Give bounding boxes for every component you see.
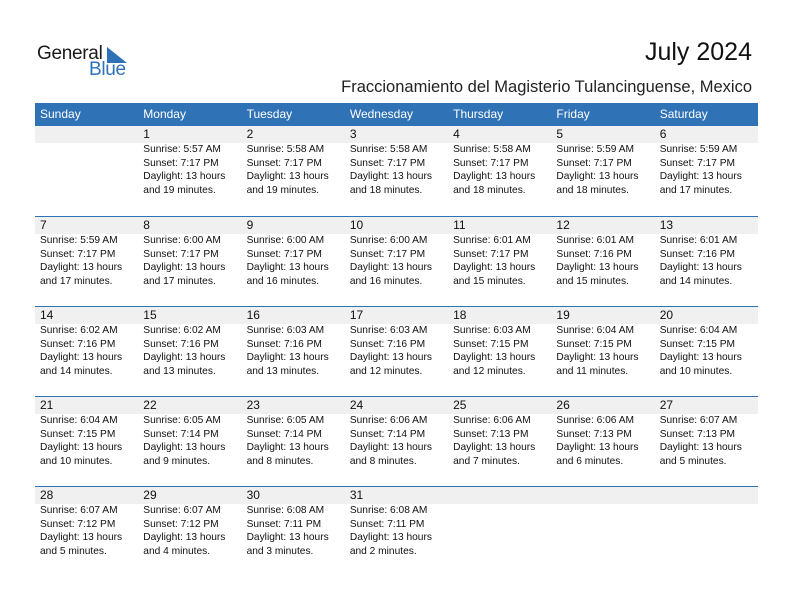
daylight-minutes-text: and 3 minutes. (246, 545, 314, 557)
sunrise-text: Sunrise: 6:03 AM (453, 325, 531, 336)
sunrise-text: Sunrise: 5:58 AM (349, 144, 428, 155)
sunrise-text: Sunrise: 6:00 AM (246, 235, 325, 246)
sunset-text: Sunset: 7:17 PM (453, 248, 529, 260)
day-cell (242, 126, 345, 197)
sunrise-text: Sunrise: 6:01 AM (556, 235, 634, 246)
day-cell (551, 126, 654, 197)
empty-day-cell (655, 487, 758, 558)
day-cell (242, 397, 345, 468)
sunset-text: Sunset: 7:17 PM (246, 157, 322, 169)
sunrise-text: Sunrise: 6:05 AM (143, 415, 221, 426)
day-number: 30 (246, 488, 260, 502)
day-number: 11 (453, 218, 466, 232)
daylight-minutes-text: and 18 minutes. (453, 184, 526, 196)
daylight-minutes-text: and 4 minutes. (143, 545, 211, 557)
daylight-minutes-text: and 18 minutes. (556, 184, 629, 196)
day-cell (345, 126, 448, 197)
sunrise-text: Sunrise: 6:02 AM (40, 325, 118, 336)
day-number: 8 (143, 218, 150, 232)
daylight-text: Daylight: 13 hours (40, 352, 123, 363)
day-cell (345, 307, 448, 378)
day-cell (138, 487, 241, 558)
sunrise-text: Sunrise: 6:08 AM (349, 505, 428, 516)
day-cell (551, 307, 654, 378)
sunset-text: Sunset: 7:15 PM (453, 338, 529, 350)
daylight-text: Daylight: 13 hours (143, 352, 226, 363)
daylight-text: Daylight: 13 hours (246, 442, 329, 453)
daylight-text: Daylight: 13 hours (246, 532, 329, 543)
sunset-text: Sunset: 7:16 PM (40, 338, 116, 350)
daylight-minutes-text: and 8 minutes. (349, 455, 417, 467)
calendar (35, 103, 758, 576)
day-number: 17 (349, 308, 364, 322)
page-title: July 2024 (644, 38, 752, 66)
day-cell (138, 126, 241, 197)
daylight-minutes-text: and 10 minutes. (659, 365, 733, 377)
daylight-minutes-text: and 19 minutes. (143, 184, 216, 196)
daylight-minutes-text: and 13 minutes. (143, 365, 216, 377)
sunset-text: Sunset: 7:15 PM (556, 338, 632, 350)
sunset-text: Sunset: 7:14 PM (246, 428, 322, 440)
calendar-weeks (35, 126, 758, 576)
daylight-minutes-text: and 14 minutes. (659, 275, 733, 287)
empty-day-cell (448, 487, 551, 558)
sunset-text: Sunset: 7:13 PM (453, 428, 529, 440)
weekday-tuesday: Tuesday (246, 107, 293, 121)
day-cell (242, 307, 345, 378)
daylight-minutes-text: and 6 minutes. (556, 455, 624, 467)
sunrise-text: Sunrise: 6:07 AM (143, 505, 221, 516)
daylight-text: Daylight: 13 hours (143, 262, 226, 273)
sunset-text: Sunset: 7:17 PM (143, 157, 219, 169)
sunrise-text: Sunrise: 6:04 AM (40, 415, 118, 426)
day-number: 18 (453, 308, 467, 322)
daylight-text: Daylight: 13 hours (453, 262, 536, 273)
sunset-text: Sunset: 7:11 PM (349, 518, 425, 530)
day-number: 21 (40, 398, 54, 412)
day-number: 12 (556, 218, 570, 232)
sunrise-text: Sunrise: 6:08 AM (246, 505, 325, 516)
logo-blue-text: Blue (89, 59, 126, 80)
day-cell (655, 126, 758, 197)
day-number: 1 (143, 127, 150, 141)
sunrise-text: Sunrise: 6:01 AM (659, 235, 738, 246)
day-number: 5 (556, 127, 564, 141)
sunrise-text: Sunrise: 6:03 AM (246, 325, 325, 336)
day-number: 16 (246, 308, 260, 322)
week-row (35, 306, 758, 396)
daylight-minutes-text: and 19 minutes. (246, 184, 320, 196)
sunrise-text: Sunrise: 5:57 AM (143, 144, 221, 155)
daylight-text: Daylight: 13 hours (659, 171, 742, 182)
sunset-text: Sunset: 7:17 PM (349, 157, 426, 169)
week-row (35, 486, 758, 576)
day-number: 10 (349, 218, 364, 232)
weekday-header (35, 103, 758, 126)
day-cell (551, 217, 654, 288)
week-row (35, 126, 758, 216)
day-number: 29 (143, 488, 157, 502)
day-cell (138, 397, 241, 468)
day-number: 2 (246, 127, 254, 141)
daylight-text: Daylight: 13 hours (556, 442, 639, 453)
day-cell (448, 126, 551, 197)
day-cell (138, 307, 241, 378)
sunrise-text: Sunrise: 5:58 AM (453, 144, 531, 155)
sunrise-text: Sunrise: 6:00 AM (349, 235, 428, 246)
day-number: 6 (659, 127, 667, 141)
daylight-minutes-text: and 14 minutes. (40, 365, 113, 377)
daylight-minutes-text: and 18 minutes. (349, 184, 423, 196)
sunset-text: Sunset: 7:16 PM (246, 338, 322, 350)
daylight-text: Daylight: 13 hours (143, 532, 226, 543)
sunset-text: Sunset: 7:14 PM (143, 428, 219, 440)
daylight-minutes-text: and 17 minutes. (143, 275, 216, 287)
sunrise-text: Sunrise: 5:59 AM (556, 144, 634, 155)
sunrise-text: Sunrise: 6:07 AM (659, 415, 738, 426)
daylight-minutes-text: and 16 minutes. (246, 275, 320, 287)
daylight-text: Daylight: 13 hours (349, 532, 432, 543)
daylight-minutes-text: and 10 minutes. (40, 455, 113, 467)
sunrise-text: Sunrise: 6:04 AM (659, 325, 738, 336)
sunrise-text: Sunrise: 5:59 AM (659, 144, 738, 155)
sunset-text: Sunset: 7:17 PM (349, 248, 426, 260)
daylight-text: Daylight: 13 hours (556, 262, 639, 273)
daylight-text: Daylight: 13 hours (349, 352, 432, 363)
sunrise-text: Sunrise: 5:58 AM (246, 144, 325, 155)
sunset-text: Sunset: 7:16 PM (143, 338, 219, 350)
sunset-text: Sunset: 7:12 PM (143, 518, 219, 530)
sunset-text: Sunset: 7:16 PM (556, 248, 632, 260)
day-number: 19 (556, 308, 570, 322)
day-cell (138, 217, 241, 288)
daylight-minutes-text: and 17 minutes. (659, 184, 733, 196)
day-cell (35, 307, 138, 378)
daylight-minutes-text: and 2 minutes. (349, 545, 417, 557)
daylight-minutes-text: and 13 minutes. (246, 365, 320, 377)
sunset-text: Sunset: 7:17 PM (556, 157, 632, 169)
location-subtitle: Fraccionamiento del Magisterio Tulancinguense, Mexico (341, 78, 752, 96)
day-number: 23 (246, 398, 260, 412)
daylight-minutes-text: and 17 minutes. (40, 275, 113, 287)
sunrise-text: Sunrise: 6:06 AM (556, 415, 634, 426)
day-number: 4 (453, 127, 460, 141)
day-cell (551, 397, 654, 468)
day-number: 28 (40, 488, 54, 502)
sunrise-text: Sunrise: 6:07 AM (40, 505, 118, 516)
weekday-friday: Friday (556, 107, 590, 121)
day-cell (345, 397, 448, 468)
sunset-text: Sunset: 7:11 PM (246, 518, 322, 530)
sunset-text: Sunset: 7:16 PM (659, 248, 736, 260)
week-row (35, 396, 758, 486)
day-number: 27 (659, 398, 674, 412)
daylight-minutes-text: and 12 minutes. (453, 365, 526, 377)
empty-day-cell (35, 126, 138, 197)
daylight-text: Daylight: 13 hours (143, 171, 226, 182)
sunset-text: Sunset: 7:13 PM (659, 428, 736, 440)
day-number: 7 (40, 218, 47, 232)
weekday-wednesday: Wednesday (349, 107, 413, 121)
daylight-text: Daylight: 13 hours (246, 171, 329, 182)
sunset-text: Sunset: 7:16 PM (349, 338, 426, 350)
daylight-text: Daylight: 13 hours (659, 262, 742, 273)
day-number: 26 (556, 398, 570, 412)
sunrise-text: Sunrise: 5:59 AM (40, 235, 118, 246)
daylight-minutes-text: and 11 minutes. (556, 365, 629, 377)
day-number: 15 (143, 308, 157, 322)
weekday-thursday: Thursday (453, 107, 504, 121)
day-number: 9 (246, 218, 254, 232)
day-cell (655, 217, 758, 288)
day-cell (655, 307, 758, 378)
day-cell (242, 487, 345, 558)
daylight-minutes-text: and 5 minutes. (40, 545, 107, 557)
sunrise-text: Sunrise: 6:04 AM (556, 325, 634, 336)
daylight-text: Daylight: 13 hours (40, 442, 123, 453)
daylight-text: Daylight: 13 hours (143, 442, 226, 453)
daylight-text: Daylight: 13 hours (453, 171, 536, 182)
sunrise-text: Sunrise: 6:03 AM (349, 325, 428, 336)
daylight-text: Daylight: 13 hours (453, 442, 536, 453)
sunset-text: Sunset: 7:17 PM (40, 248, 116, 260)
sunset-text: Sunset: 7:15 PM (40, 428, 116, 440)
sunset-text: Sunset: 7:17 PM (246, 248, 322, 260)
day-cell (448, 397, 551, 468)
sunrise-text: Sunrise: 6:01 AM (453, 235, 531, 246)
daylight-minutes-text: and 16 minutes. (349, 275, 423, 287)
sunrise-text: Sunrise: 6:02 AM (143, 325, 221, 336)
daylight-text: Daylight: 13 hours (556, 352, 639, 363)
day-number: 24 (349, 398, 364, 412)
day-number: 3 (349, 127, 357, 141)
weekday-monday: Monday (143, 107, 186, 121)
day-number: 22 (143, 398, 157, 412)
daylight-text: Daylight: 13 hours (40, 262, 123, 273)
sunrise-text: Sunrise: 6:06 AM (349, 415, 428, 426)
day-cell (655, 397, 758, 468)
daylight-text: Daylight: 13 hours (40, 532, 123, 543)
daylight-text: Daylight: 13 hours (349, 171, 432, 182)
sunrise-text: Sunrise: 6:05 AM (246, 415, 325, 426)
day-number: 25 (453, 398, 467, 412)
daylight-minutes-text: and 9 minutes. (143, 455, 211, 467)
logo-general-text: General (37, 43, 103, 64)
daylight-text: Daylight: 13 hours (246, 262, 329, 273)
daylight-text: Daylight: 13 hours (453, 352, 536, 363)
day-cell (448, 217, 551, 288)
sunset-text: Sunset: 7:13 PM (556, 428, 632, 440)
daylight-minutes-text: and 8 minutes. (246, 455, 314, 467)
sunset-text: Sunset: 7:12 PM (40, 518, 116, 530)
daylight-text: Daylight: 13 hours (349, 262, 432, 273)
daylight-text: Daylight: 13 hours (349, 442, 432, 453)
daylight-minutes-text: and 12 minutes. (349, 365, 423, 377)
day-cell (345, 487, 448, 558)
day-cell (448, 307, 551, 378)
sunset-text: Sunset: 7:14 PM (349, 428, 426, 440)
sunset-text: Sunset: 7:17 PM (453, 157, 529, 169)
sunrise-text: Sunrise: 6:00 AM (143, 235, 221, 246)
day-cell (35, 397, 138, 468)
sunset-text: Sunset: 7:17 PM (659, 157, 736, 169)
daylight-text: Daylight: 13 hours (659, 352, 742, 363)
empty-day-cell (551, 487, 654, 558)
weekday-sunday: Sunday (40, 107, 81, 121)
daylight-minutes-text: and 5 minutes. (659, 455, 727, 467)
daylight-minutes-text: and 15 minutes. (556, 275, 629, 287)
day-cell (35, 487, 138, 558)
sunrise-text: Sunrise: 6:06 AM (453, 415, 531, 426)
daylight-minutes-text: and 7 minutes. (453, 455, 520, 467)
day-number: 20 (659, 308, 674, 322)
daylight-text: Daylight: 13 hours (246, 352, 329, 363)
daylight-text: Daylight: 13 hours (556, 171, 639, 182)
daylight-minutes-text: and 15 minutes. (453, 275, 526, 287)
day-cell (345, 217, 448, 288)
logo (37, 43, 137, 83)
day-cell (242, 217, 345, 288)
daylight-text: Daylight: 13 hours (659, 442, 742, 453)
day-number: 31 (349, 488, 364, 502)
day-cell (35, 217, 138, 288)
week-row (35, 216, 758, 306)
sunset-text: Sunset: 7:15 PM (659, 338, 736, 350)
weekday-saturday: Saturday (659, 107, 708, 121)
sunset-text: Sunset: 7:17 PM (143, 248, 219, 260)
day-number: 14 (40, 308, 54, 322)
day-number: 13 (659, 218, 674, 232)
